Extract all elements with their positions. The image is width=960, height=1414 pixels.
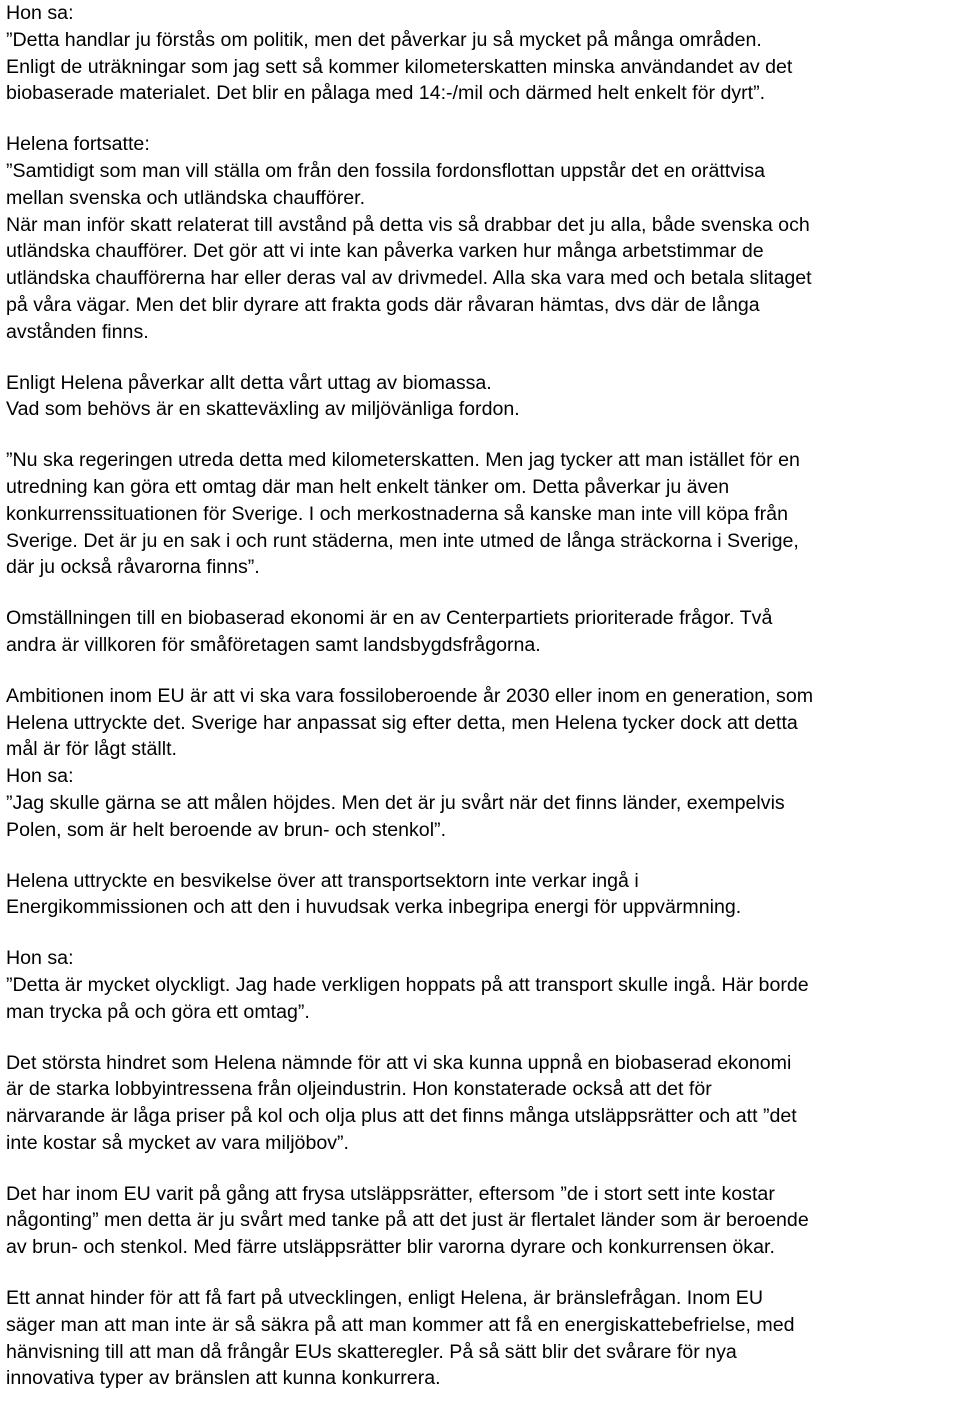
text-line: mål är för lågt ställt. bbox=[6, 738, 177, 761]
text-line: hänvisning till att man då frångår EUs skatteregler. På så sätt blir det svårare för nya bbox=[6, 1340, 737, 1363]
text-line: andra är villkoren för småföretagen samt landsbygdsfrågorna. bbox=[6, 633, 541, 656]
paragraph bbox=[6, 0, 954, 107]
paragraph bbox=[6, 945, 954, 1025]
paragraph bbox=[6, 868, 954, 922]
paragraph-gap bbox=[6, 581, 954, 605]
quote-line: ”Detta är mycket olyckligt. Jag hade verkligen hoppats på att transport skulle ingå. Här borde bbox=[6, 973, 809, 996]
paragraph-gap bbox=[6, 1261, 954, 1285]
paragraph-gap bbox=[6, 423, 954, 447]
text-line: av brun- och stenkol. Med färre utsläppsrätter blir varorna dyrare och konkurrensen ökar. bbox=[6, 1236, 775, 1259]
quote-line: När man inför skatt relaterat till avstånd på detta vis så drabbar det ju alla, både svenska och bbox=[6, 213, 810, 236]
text-line: Omställningen till en biobaserad ekonomi är en av Centerpartiets prioriterade frågor. Två bbox=[6, 607, 773, 630]
paragraph-gap bbox=[6, 1157, 954, 1181]
paragraph bbox=[6, 131, 954, 345]
text-line: Enligt Helena påverkar allt detta vårt uttag av biomassa. bbox=[6, 371, 492, 394]
quote-line: biobaserade materialet. Det blir en pålaga med 14:-/mil och därmed helt enkelt för dyrt”. bbox=[6, 82, 766, 105]
quote-line: utländska chaufförerna har eller deras val av drivmedel. Alla ska vara med och betala slitaget bbox=[6, 267, 812, 290]
paragraph-gap bbox=[6, 844, 954, 868]
text-line: någonting” men detta är ju svårt med tanke på att det just är flertalet länder som är beroende bbox=[6, 1209, 809, 1232]
quote-line: ”Samtidigt som man vill ställa om från den fossila fordonsflottan uppstår det en orättvisa bbox=[6, 159, 766, 182]
text-line: Det har inom EU varit på gång att frysa utsläppsrätter, eftersom ”de i stort sett inte kostar bbox=[6, 1182, 775, 1205]
paragraph-gap bbox=[6, 1026, 954, 1050]
text-line: Ambitionen inom EU är att vi ska vara fossiloberoende år 2030 eller inom en generation, som bbox=[6, 684, 814, 707]
text-line: Ett annat hinder för att få fart på utvecklingen, enligt Helena, är bränslefrågan. Inom EU bbox=[6, 1287, 763, 1310]
text-line: Det största hindret som Helena nämnde för att vi ska kunna uppnå en biobaserad ekonomi bbox=[6, 1051, 792, 1074]
quote-line: Polen, som är helt beroende av brun- och stenkol”. bbox=[6, 818, 447, 841]
text-line: innovativa typer av bränslen att kunna konkurrera. bbox=[6, 1367, 441, 1390]
speaker-label: Hon sa: bbox=[6, 765, 74, 788]
quote-line: Enligt de uträkningar som jag sett så kommer kilometerskatten minska användandet av det bbox=[6, 55, 793, 78]
quote-line: konkurrenssituationen för Sverige. I och merkostnaderna så kanske man inte vill köpa från bbox=[6, 502, 788, 525]
paragraph-gap bbox=[6, 659, 954, 683]
text-line: Helena uttryckte en besvikelse över att transportsektorn inte verkar ingå i bbox=[6, 869, 639, 892]
quote-line: utredning kan göra ett omtag där man helt enkelt tänker om. Detta påverkar ju även bbox=[6, 475, 730, 498]
paragraph bbox=[6, 1181, 954, 1261]
quote-line: utländska chaufförer. Det gör att vi inte kan påverka varken hur många arbetstimmar de bbox=[6, 240, 764, 263]
text-line: närvarande är låga priser på kol och olja plus att det finns många utsläppsrätter och att ”det bbox=[6, 1105, 797, 1128]
paragraph bbox=[6, 605, 954, 659]
quote-line: Sverige. Det är ju en sak i och runt städerna, men inte utmed de långa sträckorna i Sverige, bbox=[6, 529, 799, 552]
text-line: är de starka lobbyintressena från oljeindustrin. Hon konstaterade också att det för bbox=[6, 1078, 712, 1101]
text-line: Vad som behövs är en skatteväxling av miljövänliga fordon. bbox=[6, 398, 520, 421]
text-line: Helena uttryckte det. Sverige har anpassat sig efter detta, men Helena tycker dock att detta bbox=[6, 711, 798, 734]
paragraph bbox=[6, 370, 954, 424]
quote-line: mellan svenska och utländska chaufförer. bbox=[6, 186, 366, 209]
quote-line: ”Detta handlar ju förstås om politik, men det påverkar ju så mycket på många områden. bbox=[6, 28, 762, 51]
document-page bbox=[6, 0, 954, 1392]
speaker-label: Hon sa: bbox=[6, 947, 74, 970]
speaker-label: Helena fortsatte: bbox=[6, 133, 150, 156]
text-line: inte kostar så mycket av vara miljöbov”. bbox=[6, 1131, 350, 1154]
quote-line: på våra vägar. Men det blir dyrare att frakta gods där råvaran hämtas, dvs där de långa bbox=[6, 293, 760, 316]
quote-line: ”Jag skulle gärna se att målen höjdes. Men det är ju svårt när det finns länder, exempelvis bbox=[6, 791, 785, 814]
paragraph bbox=[6, 683, 954, 844]
quote-line: man trycka på och göra ett omtag”. bbox=[6, 1000, 310, 1023]
speaker-label: Hon sa: bbox=[6, 2, 74, 24]
paragraph-gap bbox=[6, 346, 954, 370]
paragraph bbox=[6, 1285, 954, 1392]
quote-line: ”Nu ska regeringen utreda detta med kilometerskatten. Men jag tycker att man istället för en bbox=[6, 449, 800, 472]
paragraph-gap bbox=[6, 107, 954, 131]
quote-line: avstånden finns. bbox=[6, 320, 149, 343]
paragraph bbox=[6, 1050, 954, 1157]
paragraph-gap bbox=[6, 921, 954, 945]
text-line: Energikommissionen och att den i huvudsak verka inbegripa energi för uppvärmning. bbox=[6, 896, 742, 919]
text-line: säger man att man inte är så säkra på att man kommer att få en energiskattebefrielse, med bbox=[6, 1313, 795, 1336]
quote-line: där ju också råvarorna finns”. bbox=[6, 556, 260, 579]
paragraph bbox=[6, 447, 954, 581]
